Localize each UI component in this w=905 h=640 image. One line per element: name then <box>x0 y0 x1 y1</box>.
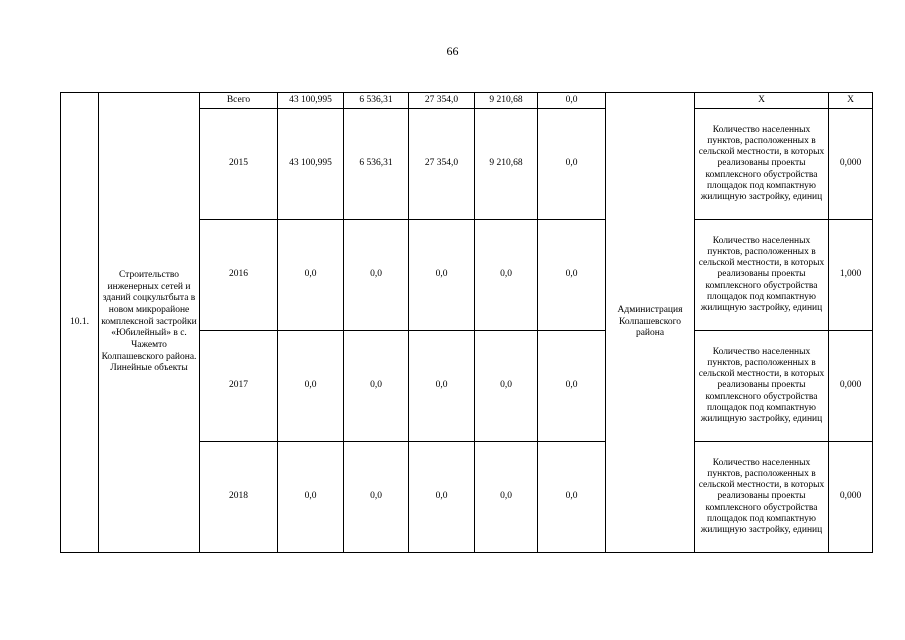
indicator-cell: Количество населенных пунктов, расположенных в сельской местности, в которых реализованы проекты комплексного обустройства площадок под компактную жилищную застройку, единиц <box>695 220 829 331</box>
value-cell: 0,0 <box>344 220 409 331</box>
measure-name: Строительство инженерных сетей и зданий соцкультбыта в новом микрорайоне комплексной застройки «Юбилейный» в с. Чажемто Колпашевского района. Линейные объекты <box>99 93 200 553</box>
value-cell: 0,0 <box>278 331 344 442</box>
value-cell: 9 210,68 <box>475 109 538 220</box>
year-cell: 2015 <box>200 109 278 220</box>
program-table <box>60 92 873 553</box>
target-cell: 0,000 <box>829 109 873 220</box>
value-cell: 0,0 <box>409 331 475 442</box>
value-cell: 0,0 <box>538 109 606 220</box>
year-cell: 2017 <box>200 331 278 442</box>
value-cell: 9 210,68 <box>475 93 538 109</box>
value-cell: 0,0 <box>538 331 606 442</box>
value-cell: 0,0 <box>409 220 475 331</box>
value-cell: 0,0 <box>344 331 409 442</box>
value-cell: 27 354,0 <box>409 109 475 220</box>
indicator-cell: Х <box>695 93 829 109</box>
value-cell: 0,0 <box>278 220 344 331</box>
target-cell: 1,000 <box>829 220 873 331</box>
value-cell: 6 536,31 <box>344 93 409 109</box>
value-cell: 0,0 <box>475 331 538 442</box>
row-number: 10.1. <box>61 93 99 553</box>
target-cell: 0,000 <box>829 442 873 553</box>
value-cell: 6 536,31 <box>344 109 409 220</box>
table-row-total <box>61 93 873 109</box>
indicator-cell: Количество населенных пунктов, расположенных в сельской местности, в которых реализованы проекты комплексного обустройства площадок под компактную жилищную застройку, единиц <box>695 109 829 220</box>
indicator-cell: Количество населенных пунктов, расположенных в сельской местности, в которых реализованы проекты комплексного обустройства площадок под компактную жилищную застройку, единиц <box>695 331 829 442</box>
value-cell: 0,0 <box>344 442 409 553</box>
target-cell: Х <box>829 93 873 109</box>
value-cell: 0,0 <box>538 442 606 553</box>
value-cell: 43 100,995 <box>278 109 344 220</box>
year-cell: 2018 <box>200 442 278 553</box>
value-cell: 0,0 <box>409 442 475 553</box>
target-cell: 0,000 <box>829 331 873 442</box>
administrator-cell: Администрация Колпашевского района <box>606 93 695 553</box>
indicator-cell: Количество населенных пунктов, расположенных в сельской местности, в которых реализованы проекты комплексного обустройства площадок под компактную жилищную застройку, единиц <box>695 442 829 553</box>
page-number: 66 <box>446 44 459 58</box>
year-cell: 2016 <box>200 220 278 331</box>
value-cell: 0,0 <box>538 220 606 331</box>
period-cell: Всего <box>200 93 278 109</box>
value-cell: 0,0 <box>475 220 538 331</box>
value-cell: 27 354,0 <box>409 93 475 109</box>
value-cell: 0,0 <box>278 442 344 553</box>
value-cell: 0,0 <box>538 93 606 109</box>
value-cell: 43 100,995 <box>278 93 344 109</box>
value-cell: 0,0 <box>475 442 538 553</box>
